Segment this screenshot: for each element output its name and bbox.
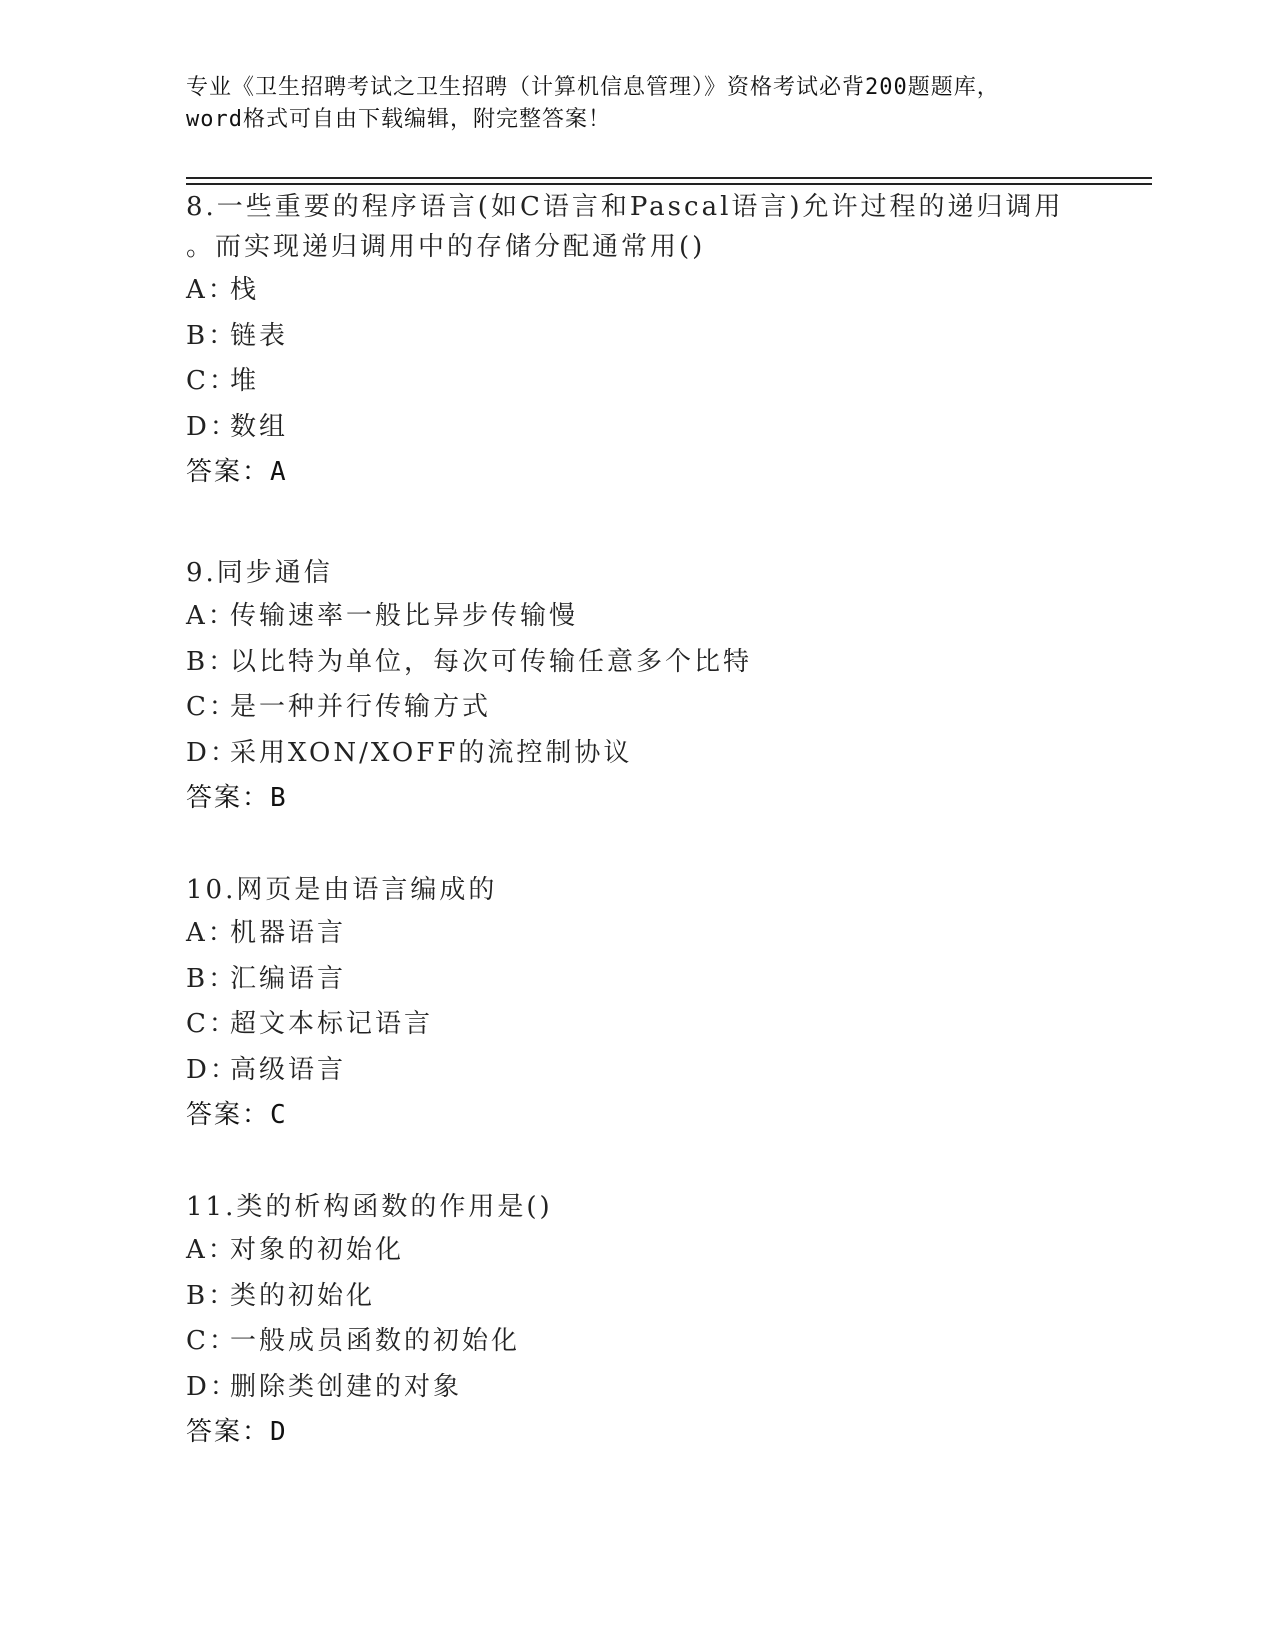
- option-key: D：: [186, 1371, 239, 1402]
- option-text: 汇编语言: [230, 963, 347, 994]
- answer: 答案：C: [186, 1100, 288, 1130]
- option-a: [186, 918, 1086, 948]
- option-b: [186, 964, 1086, 994]
- option-d: [186, 738, 1086, 768]
- option-b: [186, 647, 1086, 677]
- option-text: 类的初始化: [230, 1280, 376, 1311]
- option-b: [186, 1281, 1086, 1311]
- option-d: [186, 1372, 1086, 1402]
- option-text: 采用XON/XOFF的流控制协议: [230, 737, 633, 768]
- question-8: [186, 187, 1086, 487]
- option-key: D：: [186, 411, 239, 442]
- question-stem: 8.一些重要的程序语言(如C语言和Pascal语言)允许过程的递归调用: [186, 192, 1064, 222]
- question-10: [186, 870, 1086, 1130]
- option-text: 高级语言: [230, 1054, 347, 1085]
- option-d: [186, 1055, 1086, 1085]
- option-d: [186, 412, 1086, 442]
- option-text: 是一种并行传输方式: [230, 692, 492, 722]
- option-text: 栈: [230, 275, 260, 305]
- question-stem-continued: 。而实现递归调用中的存储分配通常用(): [186, 232, 706, 262]
- question-9: [186, 553, 1086, 813]
- option-a: [186, 1235, 1086, 1265]
- option-text: 一般成员函数的初始化: [230, 1326, 521, 1356]
- header-line-1: 专业《卫生招聘考试之卫生招聘（计算机信息管理）》资格考试必背200题题库，: [186, 75, 1000, 100]
- header-divider-top: [186, 177, 1152, 179]
- option-text: 超文本标记语言: [230, 1009, 434, 1039]
- option-key: C：: [186, 366, 238, 396]
- option-key: A：: [186, 275, 237, 305]
- option-b: [186, 321, 1086, 351]
- option-text: 删除类创建的对象: [230, 1371, 463, 1402]
- option-key: B：: [186, 320, 238, 351]
- option-text: 数组: [230, 411, 289, 442]
- option-text: 传输速率一般比异步传输慢: [230, 601, 579, 631]
- option-key: C：: [186, 1009, 238, 1039]
- option-text: 对象的初始化: [230, 1235, 405, 1265]
- document-header: [186, 72, 1086, 136]
- option-text: 以比特为单位，每次可传输任意多个比特: [230, 646, 753, 677]
- header-divider-bottom: [186, 183, 1152, 185]
- option-c: [186, 366, 1086, 396]
- option-key: C：: [186, 692, 238, 722]
- question-stem: 10.网页是由语言编成的: [186, 875, 498, 905]
- option-a: [186, 601, 1086, 631]
- answer: 答案：B: [186, 783, 288, 813]
- option-key: D：: [186, 1054, 239, 1085]
- option-text: 机器语言: [230, 918, 347, 948]
- option-text: 堆: [230, 366, 260, 396]
- option-c: [186, 692, 1086, 722]
- question-stem: 9.同步通信: [186, 558, 333, 588]
- option-c: [186, 1326, 1086, 1356]
- answer: 答案：D: [186, 1417, 288, 1447]
- option-key: B：: [186, 963, 238, 994]
- option-key: A：: [186, 1235, 237, 1265]
- option-key: B：: [186, 646, 238, 677]
- option-key: A：: [186, 918, 237, 948]
- question-11: [186, 1187, 1086, 1447]
- option-text: 链表: [230, 320, 289, 351]
- option-key: B：: [186, 1280, 238, 1311]
- option-key: D：: [186, 737, 239, 768]
- option-c: [186, 1009, 1086, 1039]
- option-a: [186, 275, 1086, 305]
- option-key: C：: [186, 1326, 238, 1356]
- header-line-2: word格式可自由下载编辑，附完整答案！: [186, 107, 611, 132]
- answer: 答案：A: [186, 457, 288, 487]
- option-key: A：: [186, 601, 237, 631]
- question-stem: 11.类的析构函数的作用是(): [186, 1192, 553, 1222]
